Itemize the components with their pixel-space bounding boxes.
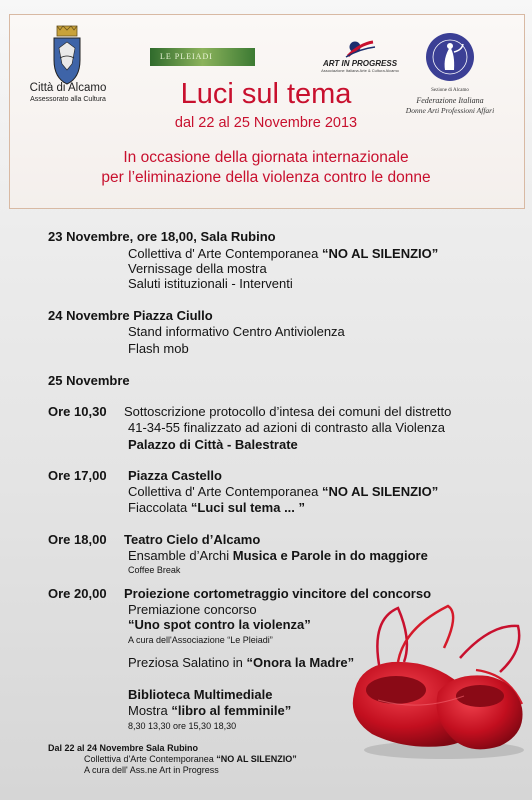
- art-in-progress-mark-icon: [343, 38, 377, 58]
- occasion-line-2: per l’eliminazione della violenza contro le donne: [101, 169, 431, 186]
- event-1030-line-1: Sottoscrizione protocollo d’intesa dei comuni del distretto: [124, 404, 452, 419]
- event-1700-time: Ore 17,00: [48, 468, 107, 483]
- day23-exhibit-title: “NO AL SILENZIO”: [321, 246, 439, 261]
- event-1030-place: Palazzo di Città - Balestrate: [128, 437, 298, 452]
- day24-heading: 24 Novembre Piazza Ciullo: [48, 308, 213, 323]
- city-name: Città di Alcamo: [29, 82, 107, 94]
- event-1800-line-2: Coffee Break: [128, 565, 181, 575]
- event-2000-place: Proiezione cortometraggio vincitore del concorso: [124, 586, 432, 601]
- red-ballet-shoes-image: [340, 600, 530, 765]
- event-1800-line-1: [128, 548, 428, 563]
- day25-heading: 25 Novembre: [48, 373, 130, 388]
- event-2000-time: Ore 20,00: [48, 586, 107, 601]
- fidapa-logo: [425, 32, 475, 82]
- event-1700-torchlight-title: “Luci sul tema ... ”: [190, 500, 306, 515]
- event-2000-line-2: “Uno spot contro la violenza”: [128, 617, 311, 632]
- alcamo-crest-icon: [48, 24, 86, 86]
- event-title: Luci sul tema: [180, 78, 352, 110]
- library-exhibit-title: “libro al femminile”: [171, 703, 292, 718]
- day23-line-1: [128, 246, 438, 261]
- event-1800-time: Ore 18,00: [48, 532, 107, 547]
- footer-exhibit-title: “NO AL SILENZIO”: [216, 754, 297, 764]
- library-line-1-text: Mostra: [128, 703, 172, 718]
- event-1030-line-2: 41-34-55 finalizzato ad azioni di contrasto alla Violenza: [128, 420, 446, 435]
- day23-line-3: Saluti istituzionali - Interventi: [128, 276, 293, 291]
- footer-line-2: A cura dell' Ass.ne Art in Progress: [84, 765, 219, 775]
- day23-heading: 23 Novembre, ore 18,00, Sala Rubino: [48, 229, 276, 244]
- event-1800-concert-title: Musica e Parole in do maggiore: [232, 548, 428, 563]
- pleiadi-logo-text: LE PLEIADI: [160, 52, 213, 61]
- footer-line-1-text: Collettiva d'Arte Contemporanea: [84, 754, 217, 764]
- day23-line-2: Vernissage della mostra: [128, 261, 267, 276]
- event-1700-line-1: [128, 484, 438, 499]
- day23-line-1-text: Collettiva d' Arte Contemporanea: [128, 246, 322, 261]
- fidapa-section: Sezione di Alcamo: [431, 88, 469, 93]
- preziosa-name: Preziosa Salatino in: [128, 655, 247, 670]
- event-1700-place: Piazza Castello: [128, 468, 222, 483]
- day24-line-1: Stand informativo Centro Antiviolenza: [128, 324, 345, 339]
- event-2000-line-3: A cura dell'Associazione “Le Pleiadi”: [128, 635, 273, 645]
- event-1700-line-2-text: Fiaccolata: [128, 500, 191, 515]
- footer-line-1: [84, 754, 297, 765]
- art-in-progress-logo: [320, 38, 400, 73]
- library-times: 8,30 13,30 ore 15,30 18,30: [128, 721, 237, 731]
- fidapa-federation: Federazione Italiana: [416, 96, 484, 105]
- event-1700-exhibit-title: “NO AL SILENZIO”: [321, 484, 439, 499]
- event-dates: dal 22 al 25 Novembre 2013: [174, 115, 358, 131]
- preziosa-title: “Onora la Madre”: [246, 655, 355, 670]
- occasion-line-1: In occasione della giornata internazionale: [123, 149, 409, 166]
- art-in-progress-subtitle: Associazione Italiana Arte & Cultura Alcamo: [321, 68, 399, 73]
- event-2000-line-1: Premiazione concorso: [128, 602, 257, 617]
- event-1030-time: Ore 10,30: [48, 404, 107, 419]
- event-1700-line-1-text: Collettiva d' Arte Contemporanea: [128, 484, 322, 499]
- event-1800-line-1-text: Ensamble d’Archi: [128, 548, 233, 563]
- fidapa-full-name: Donne Arti Professioni Affari: [405, 106, 495, 115]
- event-1700-line-2: [128, 500, 305, 515]
- occasion-text: [60, 148, 472, 188]
- footer-heading: Dal 22 al 24 Novembre Sala Rubino: [48, 743, 199, 753]
- library-line-1: [128, 703, 291, 718]
- library-heading: Biblioteca Multimediale: [128, 687, 273, 702]
- art-in-progress-name: ART IN PROGRESS: [322, 59, 398, 68]
- day24-line-2: Flash mob: [128, 341, 189, 356]
- preziosa-line: [128, 655, 354, 670]
- city-department: Assessorato alla Cultura: [30, 96, 106, 103]
- event-1800-place: Teatro Cielo d’Alcamo: [124, 532, 261, 547]
- pleiadi-logo: [150, 48, 255, 66]
